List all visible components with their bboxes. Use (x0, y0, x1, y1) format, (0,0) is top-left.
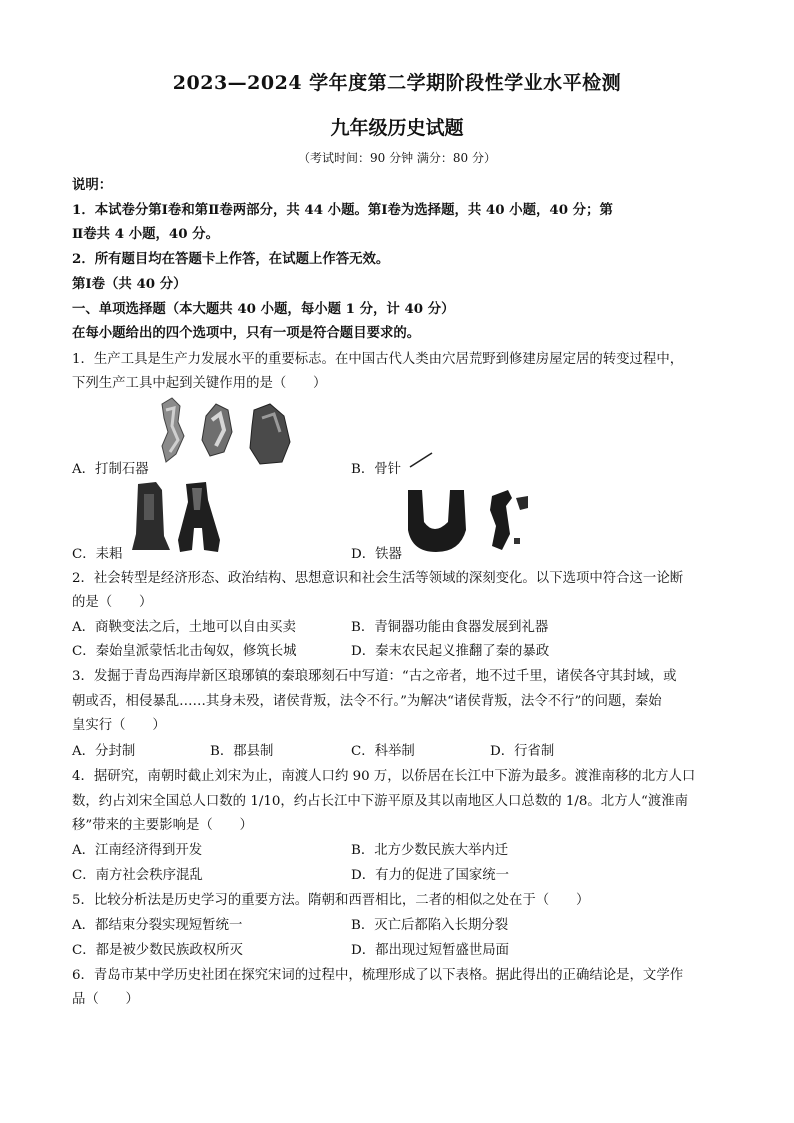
q4-option-c: C．南方社会秩序混乱 (72, 868, 203, 883)
q2-stem-line2: 的是（ ） (72, 595, 153, 610)
q3-stem-line3: 皇实行（ ） (72, 718, 166, 733)
q5-option-b: B．灭亡后都陷入长期分裂 (351, 918, 509, 933)
bone-needle-image (408, 450, 434, 470)
q3-option-b: B．郡县制 (210, 744, 274, 759)
question-type-title: 一、单项选择题（本大题共 40 小题，每小题 1 分，计 40 分） (72, 301, 455, 317)
stone-tools-image (158, 396, 298, 468)
iron-tools-image (404, 486, 540, 556)
q4-stem-line2: 数，约占刘宋全国总人口数的 1/10，约占长江中下游平原及其以南地区人口总数的 1/8。北方人“渡淮南 (72, 794, 688, 809)
part-title: 第Ⅰ卷（共 40 分） (72, 276, 187, 292)
q6-stem-line1: 6．青岛市某中学历史社团在探究宋词的过程中，梳理形成了以下表格。据此得出的正确结论是，文学作 (72, 968, 684, 983)
q2-option-c: C．秦始皇派蒙恬北击匈奴，修筑长城 (72, 644, 297, 659)
q3-option-d: D．行省制 (490, 744, 555, 759)
q3-stem-line2: 朝或否，相侵暴乱……其身未殁，诸侯背叛，法令不行。”为解决“诸侯背叛，法令不行”的问题，秦始 (72, 694, 662, 709)
instruction-2: 2．所有题目均在答题卡上作答，在试题上作答无效。 (72, 251, 390, 267)
q5-option-a: A．都结束分裂实现短暂统一 (72, 918, 243, 933)
q4-option-d: D．有力的促进了国家统一 (351, 868, 510, 883)
q5-stem-line1: 5．比较分析法是历史学习的重要方法。隋朝和西晋相比，二者的相似之处在于（ ） (72, 893, 590, 908)
q4-option-a: A．江南经济得到开发 (72, 843, 203, 858)
q1-option-a: A．打制石器 (72, 462, 149, 477)
q2-stem-line1: 2．社会转型是经济形态、政治结构、思想意识和社会生活等领域的深刻变化。以下选项中符合这一论断 (72, 571, 684, 586)
instruction-1-line1: 1．本试卷分第Ⅰ卷和第Ⅱ卷两部分，共 44 小题。第Ⅰ卷为选择题，共 40 小题，40 分；第 (72, 202, 613, 218)
q1-option-d: D．铁器 (351, 547, 402, 562)
q2-option-a: A．商鞅变法之后，土地可以自由买卖 (72, 620, 296, 635)
instruction-1-line2: Ⅱ卷共 4 小题，40 分。 (72, 226, 219, 242)
q3-option-c: C．科举制 (351, 744, 415, 759)
q1-option-c: C．耒耜 (72, 547, 123, 562)
exam-time-info: （考试时间：90 分钟 满分：80 分） (298, 151, 496, 165)
q4-stem-line3: 移”带来的主要影响是（ ） (72, 818, 253, 833)
q3-stem-line1: 3．发掘于青岛西海岸新区琅琊镇的秦琅琊刻石中写道：“古之帝者，地不过千里，诸侯各守其封域，或 (72, 669, 677, 684)
q1-stem-line1: 1．生产工具是生产力发展水平的重要标志。在中国古代人类由穴居荒野到修建房屋定居的转变过程中， (72, 352, 684, 367)
q1-stem-line2: 下列生产工具中起到关键作用的是（ ） (72, 376, 327, 391)
q5-option-c: C．都是被少数民族政权所灭 (72, 943, 243, 958)
q4-option-b: B．北方少数民族大举内迁 (351, 843, 509, 858)
exam-title: 2023—2024 学年度第二学期阶段性学业水平检测 (172, 72, 622, 94)
q4-stem-line1: 4．据研究，南朝时截止刘宋为止，南渡人口约 90 万，以侨居在长江中下游为最多。渡淮南移的北方人口 (72, 769, 696, 784)
q2-option-d: D．秦末农民起义推翻了秦的暴政 (351, 644, 550, 659)
section-direction: 在每小题给出的四个选项中，只有一项是符合题目要求的。 (72, 325, 421, 341)
q6-stem-line2: 品（ ） (72, 992, 139, 1007)
q2-option-b: B．青铜器功能由食器发展到礼器 (351, 620, 549, 635)
leisi-plow-image (128, 480, 228, 554)
q1-option-b: B．骨针 (351, 462, 402, 477)
q5-option-d: D．都出现过短暂盛世局面 (351, 943, 510, 958)
q3-option-a: A．分封制 (72, 744, 136, 759)
exam-subtitle: 九年级历史试题 (330, 117, 464, 139)
instructions-heading: 说明： (72, 177, 113, 193)
